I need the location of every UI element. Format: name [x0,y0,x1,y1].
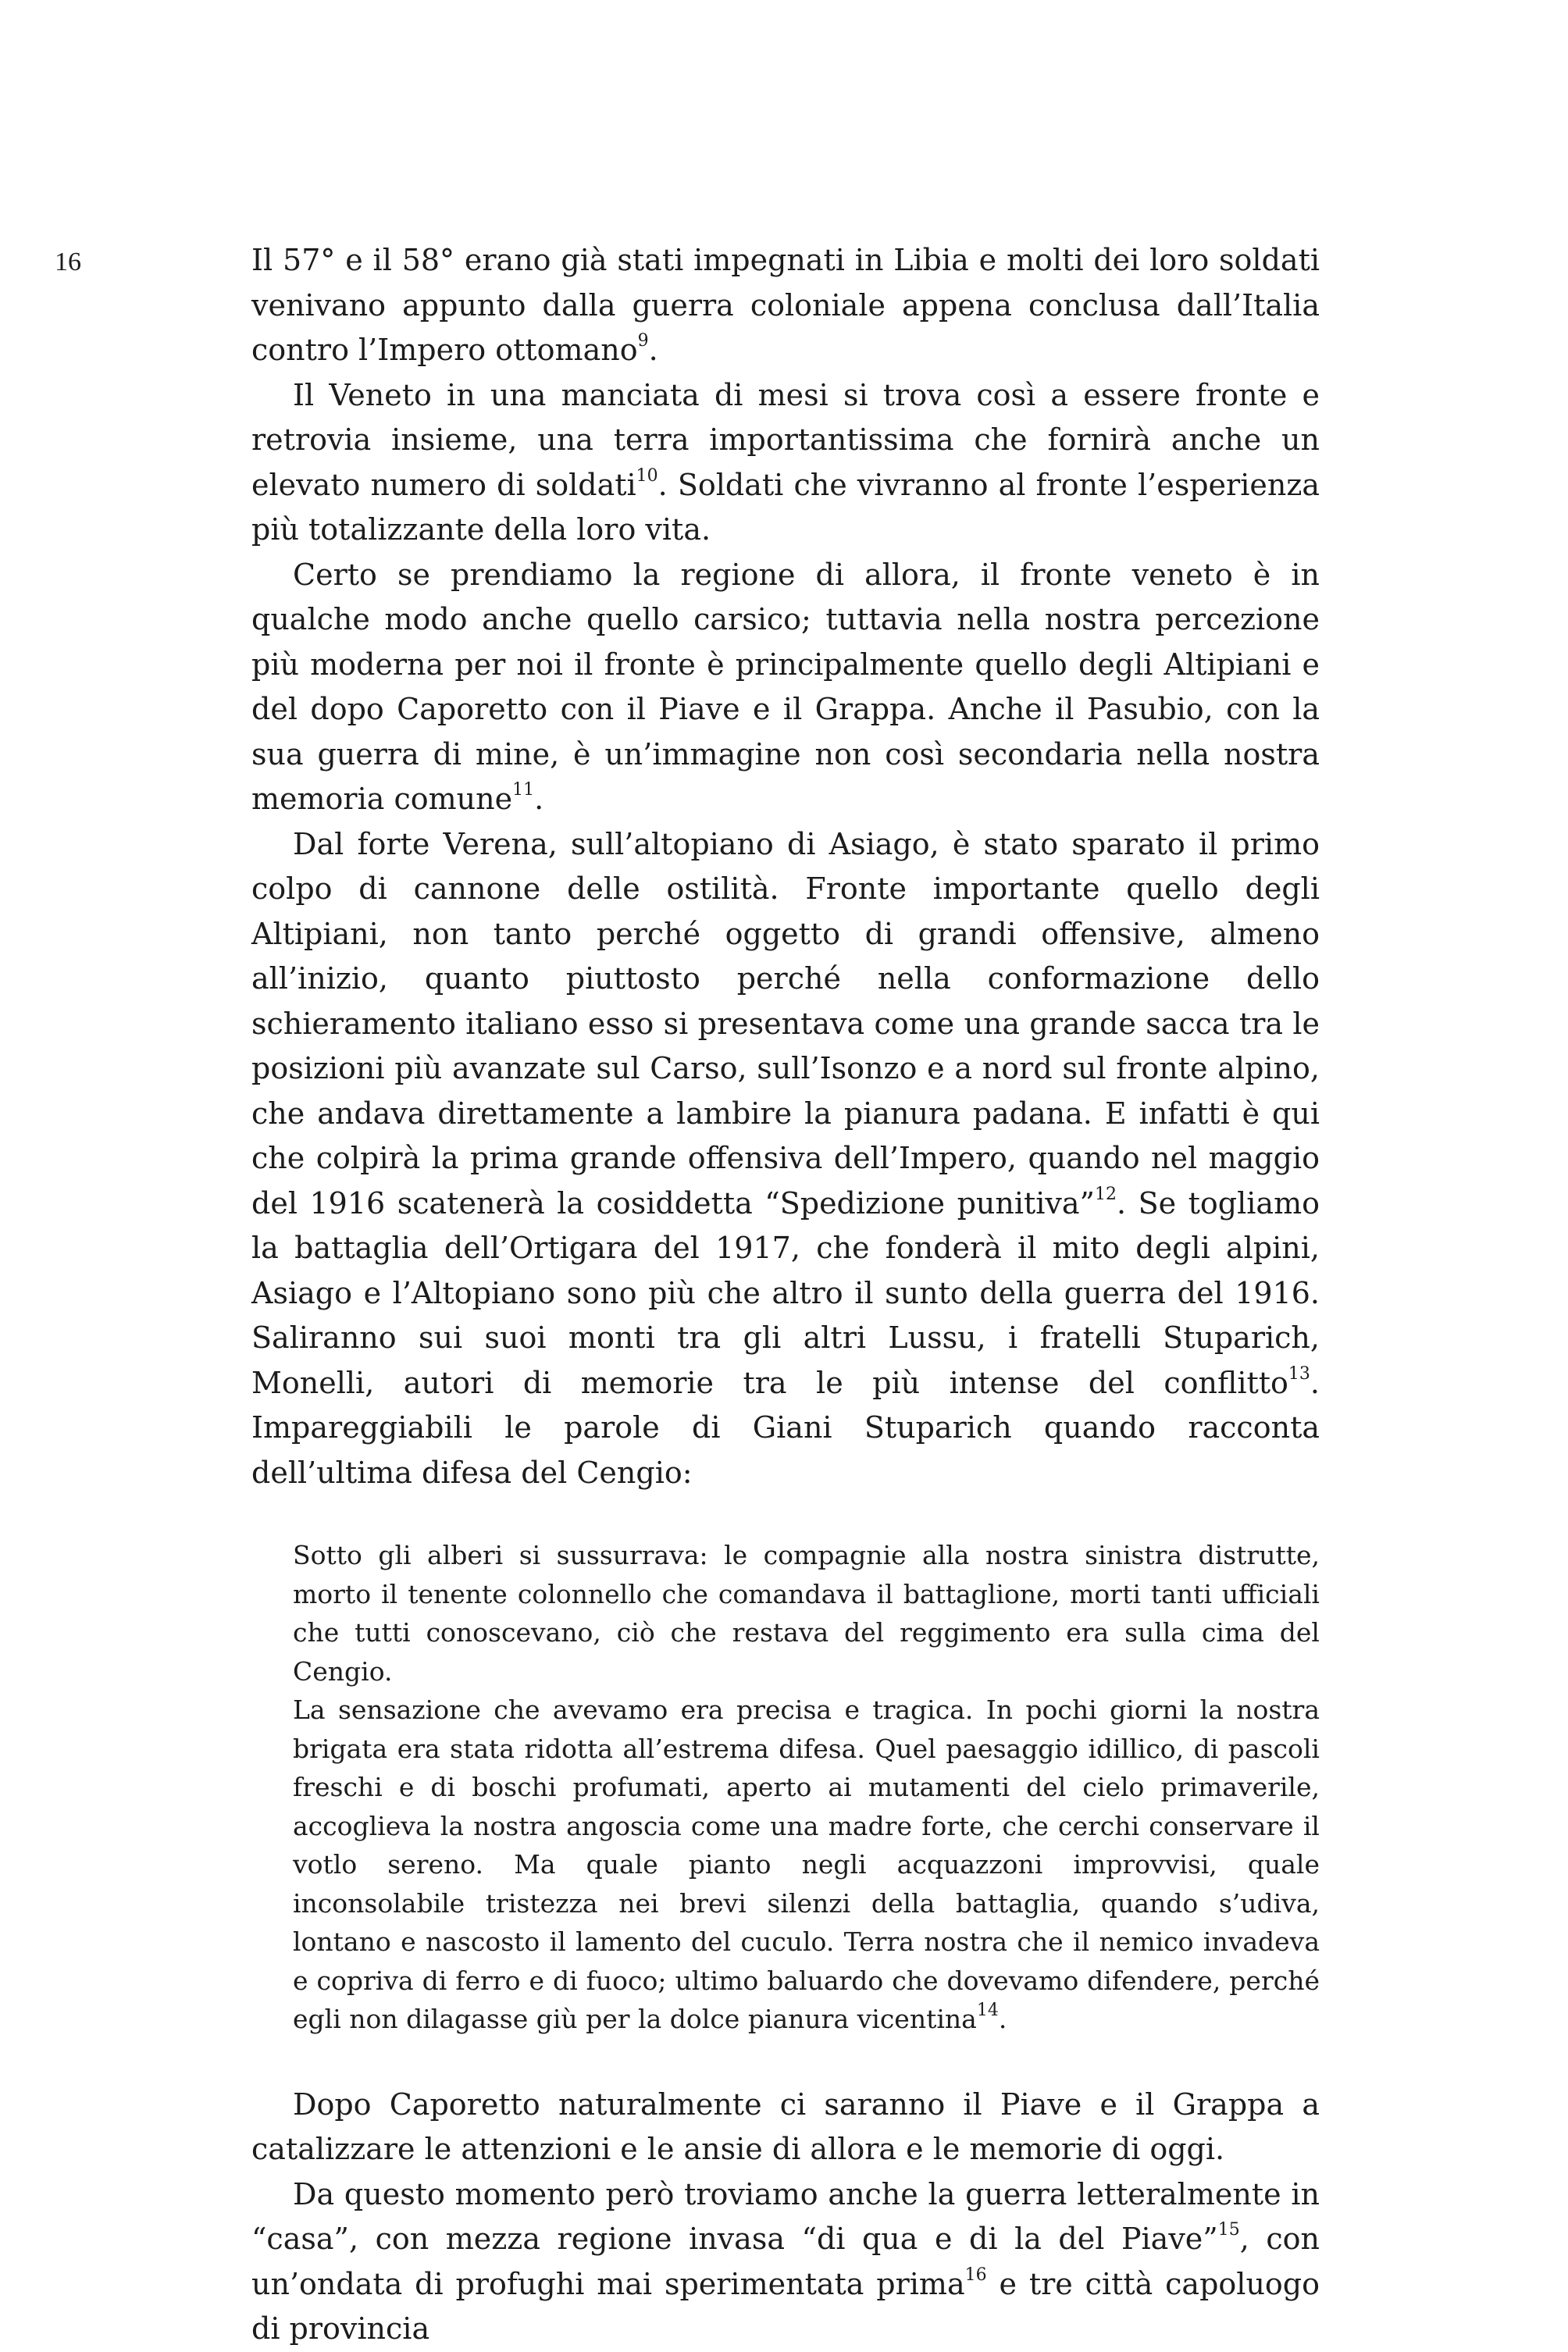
footnote-marker: 16 [964,2265,987,2285]
block-quotation [293,1536,1320,2039]
paragraph-text: Dal forte Verena, sull’altopiano di Asiago, è stato sparato il primo colpo di cannone delle ostilità. Fronte importante quello degli Altipiani, non tanto perché oggetto di grandi offensive, almeno all’inizio, quanto piuttosto perché nella conformazione dello schieramento italiano esso si presentava come una grande sacca tra le posizioni più avanzate sul Carso, sull’Isonzo e a nord sul fronte alpino, che andava direttamente a lambire la pianura padana. E infatti è qui che colpirà la prima grande offensiva dell’Impero, quando nel maggio del 1916 scatenerà la cosiddetta “Spedizione punitiva” [251,826,1320,1221]
quote-paragraph [293,1691,1320,2039]
paragraph-text-tail: . [648,333,658,367]
body-paragraph [251,553,1320,822]
paragraph-text: Da questo momento però troviamo anche la guerra letteralmente in “casa”, con mezza regione invasa “di qua e di la del Piave” [251,2176,1320,2256]
body-paragraph [251,2172,1320,2352]
footnote-marker: 14 [976,2001,999,2020]
quote-text: La sensazione che avevamo era precisa e tragica. In pochi giorni la nostra brigata era stata ridotta all’estrema difesa. Quel paesaggio idillico, di pascoli freschi e di boschi profumati, aperto ai mutamenti del cielo primaverile, accoglieva la nostra angoscia come una madre forte, che cerchi conservare il votlo sereno. Ma quale pianto negli acquazzoni improvvisi, quale inconsolabile tristezza nei brevi silenzi della battaglia, quando s’udiva, lontano e nascosto il lamento del cuculo. Terra nostra che il nemico invadeva e copriva di ferro e di fuoco; ultimo baluardo che dovevamo difendere, perché egli non dilagasse giù per la dolce pianura vicentina [293,1695,1320,2034]
main-text-column [251,238,1320,2352]
page-number: 16 [55,248,81,276]
paragraph-text: Dopo Caporetto naturalmente ci saranno il Piave e il Grappa a catalizzare le attenzioni e le ansie di allora e le memorie di oggi. [251,2087,1320,2166]
paragraph-text: Il Veneto in una manciata di mesi si trova così a essere fronte e retrovia insieme, una terra importantissima che fornirà anche un elevato numero di soldati [251,377,1320,502]
paragraph-text: Certo se prendiamo la regione di allora, il fronte veneto è in qualche modo anche quello carsico; tuttavia nella nostra percezione più moderna per noi il fronte è principalmente quello degli Altipiani e del dopo Caporetto con il Piave e il Grappa. Anche il Pasubio, con la sua guerra di mine, è un’immagine non così secondaria nella nostra memoria comune [251,557,1320,816]
paragraph-text-tail: . Se togliamo la battaglia dell’Ortigara del 1917, che fonderà il mito degli alpini, Asiago e l’Altopiano sono più che altro il sunto della guerra del 1916. Saliranno sui suoi monti tra gli altri Lussu, i fratelli Stuparich, Monelli, autori di memorie tra le più intense del conflitto [251,1185,1320,1400]
paragraph-text-tail: . Soldati che vivranno al fronte l’esperienza più totalizzante della loro vita. [251,467,1320,547]
body-paragraph [251,2083,1320,2172]
body-paragraph [251,238,1320,373]
footnote-marker: 15 [1217,2220,1240,2240]
quote-text-tail: . [998,2004,1007,2034]
paragraph-text-tail: . [534,782,544,816]
paragraph-text-tail: , con un’ondata di profughi mai sperimentata prima [251,2222,1320,2301]
footnote-marker: 10 [636,465,658,486]
paragraph-text-tail: e tre città capoluogo di provincia [251,2266,1320,2346]
footnote-marker: 9 [637,331,649,351]
paragraph-text: Il 57° e il 58° erano già stati impegnati in Libia e molti dei loro soldati venivano appunto dalla guerra coloniale appena conclusa dall’Italia contro l’Impero ottomano [251,243,1320,367]
footnote-marker: 12 [1094,1184,1117,1204]
body-paragraph [251,822,1320,1496]
footnote-marker: 11 [512,780,535,800]
quote-paragraph [293,1536,1320,1691]
paragraph-text-tail: . Impareggiabili le parole di Giani Stuparich quando racconta dell’ultima difesa del Cengio: [251,1365,1320,1490]
body-paragraph [251,373,1320,553]
footnote-marker: 13 [1288,1363,1310,1384]
quote-text: Sotto gli alberi si sussurrava: le compagnie alla nostra sinistra distrutte, morto il tenente colonnello che comandava il battaglione, morti tanti ufficiali che tutti conoscevano, ciò che restava del reggimento era sulla cima del Cengio. [293,1540,1320,1687]
